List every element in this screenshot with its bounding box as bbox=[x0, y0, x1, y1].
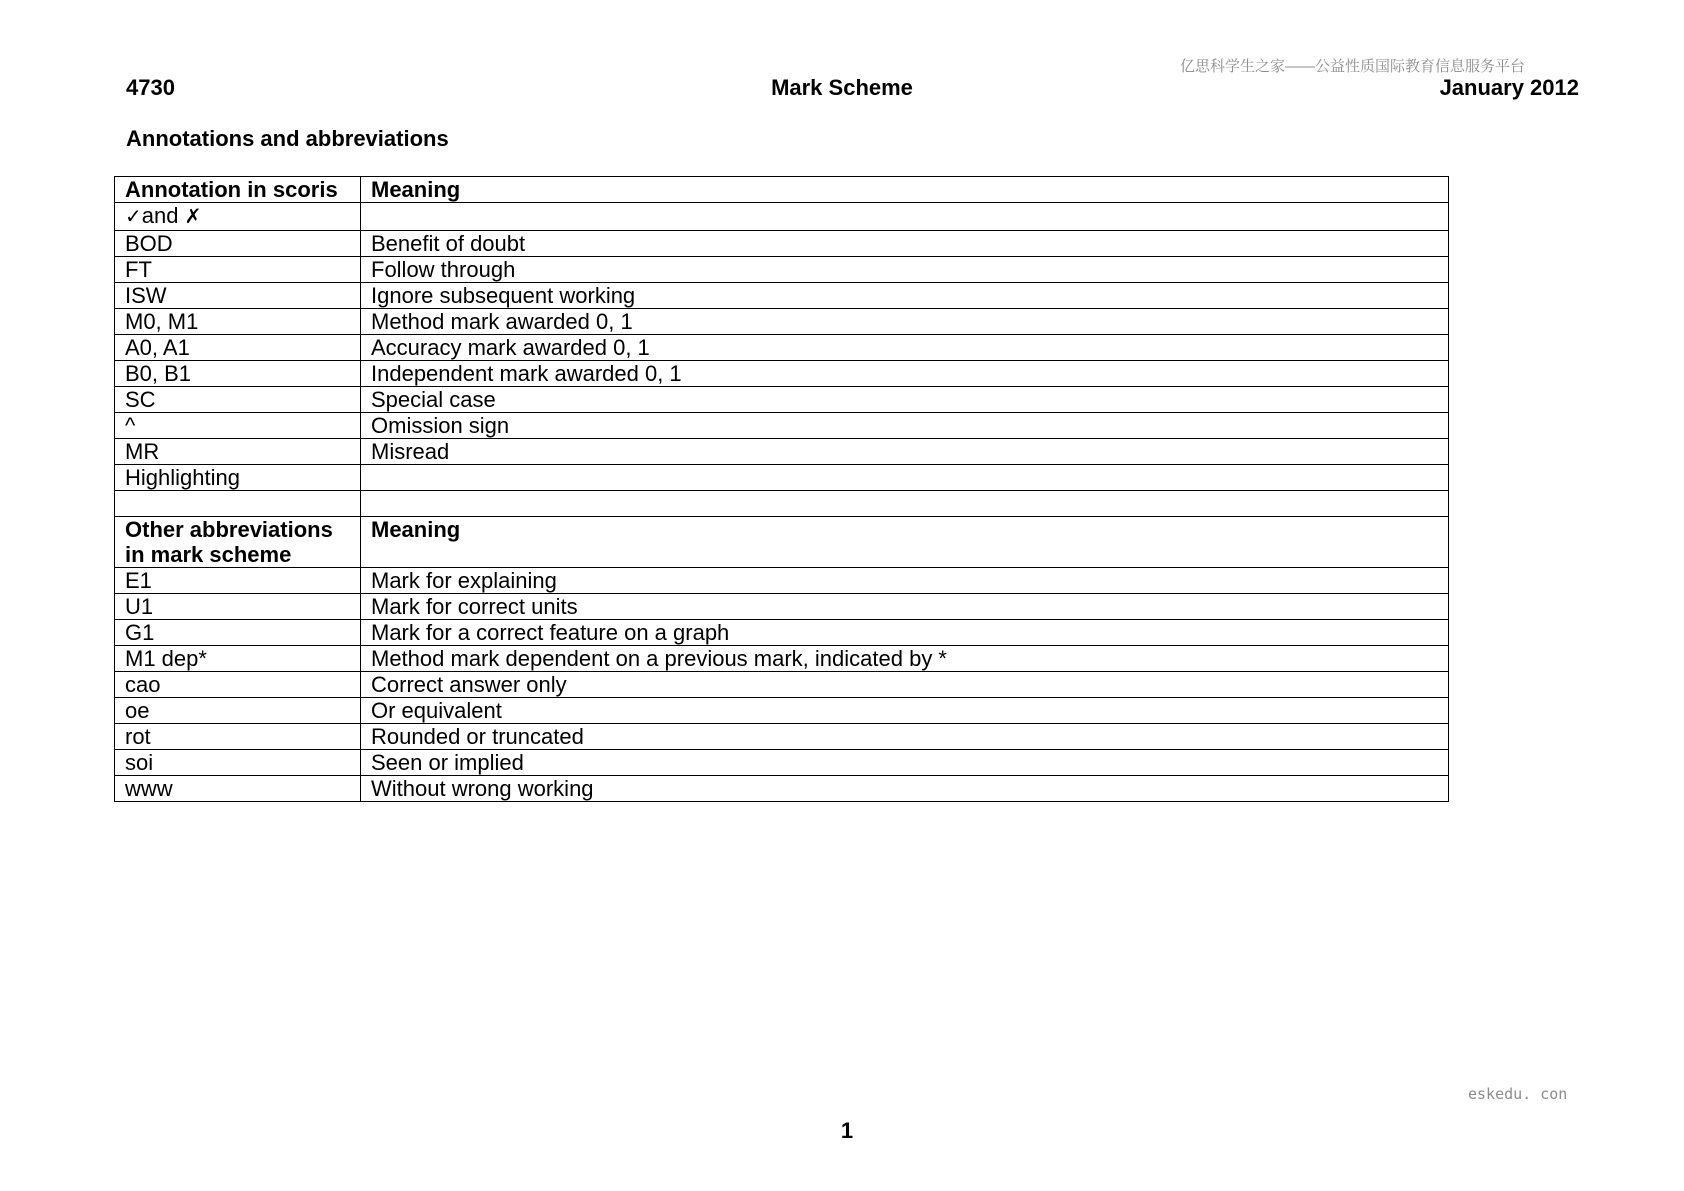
abbreviation-meaning: Seen or implied bbox=[361, 750, 1449, 776]
abbreviation-code: M1 dep* bbox=[115, 646, 361, 672]
watermark-bottom-text: eskedu. con bbox=[1468, 1085, 1568, 1103]
abbreviation-code: www bbox=[115, 776, 361, 802]
abbreviation-code: M0, M1 bbox=[115, 309, 361, 335]
table-row bbox=[115, 309, 1449, 335]
other-header-meaning: Meaning bbox=[361, 517, 1449, 568]
abbreviations-table bbox=[114, 176, 1449, 802]
tick-cross-cell bbox=[115, 203, 361, 231]
header-title: Mark Scheme bbox=[771, 75, 913, 100]
tick-icon: ✓ bbox=[125, 206, 142, 228]
table-row bbox=[115, 387, 1449, 413]
abbreviation-meaning: Accuracy mark awarded 0, 1 bbox=[361, 335, 1449, 361]
abbreviation-meaning: Special case bbox=[361, 387, 1449, 413]
abbreviation-meaning: Mark for correct units bbox=[361, 594, 1449, 620]
cross-icon: ✗ bbox=[184, 206, 202, 228]
abbreviation-meaning: Or equivalent bbox=[361, 698, 1449, 724]
abbreviation-meaning: Mark for a correct feature on a graph bbox=[361, 620, 1449, 646]
abbreviation-meaning: Misread bbox=[361, 439, 1449, 465]
abbreviation-meaning: Correct answer only bbox=[361, 672, 1449, 698]
abbreviation-code: FT bbox=[115, 257, 361, 283]
table-row bbox=[115, 776, 1449, 802]
abbreviation-meaning: Mark for explaining bbox=[361, 568, 1449, 594]
table-row bbox=[115, 231, 1449, 257]
table-row bbox=[115, 335, 1449, 361]
tick-cross-meaning bbox=[361, 203, 1449, 231]
abbreviation-meaning: Benefit of doubt bbox=[361, 231, 1449, 257]
abbreviation-code: E1 bbox=[115, 568, 361, 594]
page-number: 1 bbox=[840, 1118, 854, 1143]
abbreviation-code: oe bbox=[115, 698, 361, 724]
table-row bbox=[115, 361, 1449, 387]
table-row bbox=[115, 646, 1449, 672]
abbreviation-meaning: Independent mark awarded 0, 1 bbox=[361, 361, 1449, 387]
tick-cross-and: and bbox=[141, 203, 179, 228]
annotation-header-code: Annotation in scoris bbox=[115, 177, 361, 203]
abbreviation-code: soi bbox=[115, 750, 361, 776]
abbreviation-code: Highlighting bbox=[115, 465, 361, 491]
table-row bbox=[115, 594, 1449, 620]
other-header-row bbox=[115, 517, 1449, 568]
abbreviation-code: ISW bbox=[115, 283, 361, 309]
header-code: 4730 bbox=[126, 75, 175, 100]
abbreviation-meaning: Method mark awarded 0, 1 bbox=[361, 309, 1449, 335]
tick-cross-row bbox=[115, 203, 1449, 231]
abbreviation-code: rot bbox=[115, 724, 361, 750]
abbreviation-code: MR bbox=[115, 439, 361, 465]
abbreviation-code: U1 bbox=[115, 594, 361, 620]
other-header-code: Other abbreviations in mark scheme bbox=[115, 517, 361, 568]
table-row bbox=[115, 465, 1449, 491]
abbreviation-code: B0, B1 bbox=[115, 361, 361, 387]
abbreviation-meaning bbox=[361, 465, 1449, 491]
blank-cell bbox=[361, 491, 1449, 517]
abbreviation-code: BOD bbox=[115, 231, 361, 257]
header-date: January 2012 bbox=[1439, 75, 1579, 100]
blank-row bbox=[115, 491, 1449, 517]
table-row bbox=[115, 620, 1449, 646]
abbreviation-meaning: Rounded or truncated bbox=[361, 724, 1449, 750]
blank-cell bbox=[115, 491, 361, 517]
abbreviation-meaning: Method mark dependent on a previous mark, indicated by * bbox=[361, 646, 1449, 672]
abbreviation-code: SC bbox=[115, 387, 361, 413]
table-row bbox=[115, 724, 1449, 750]
abbreviation-meaning: Follow through bbox=[361, 257, 1449, 283]
abbreviation-meaning: Without wrong working bbox=[361, 776, 1449, 802]
abbreviation-code: G1 bbox=[115, 620, 361, 646]
abbreviation-meaning: Ignore subsequent working bbox=[361, 283, 1449, 309]
abbreviation-code: cao bbox=[115, 672, 361, 698]
annotation-header-row bbox=[115, 177, 1449, 203]
table-row bbox=[115, 672, 1449, 698]
section-title: Annotations and abbreviations bbox=[126, 126, 449, 151]
table-row bbox=[115, 439, 1449, 465]
abbreviation-code: A0, A1 bbox=[115, 335, 361, 361]
table-row bbox=[115, 698, 1449, 724]
table-row bbox=[115, 413, 1449, 439]
table-row bbox=[115, 568, 1449, 594]
table-row bbox=[115, 750, 1449, 776]
table-row bbox=[115, 283, 1449, 309]
annotation-header-meaning: Meaning bbox=[361, 177, 1449, 203]
abbreviation-code: ^ bbox=[115, 413, 361, 439]
abbreviation-meaning: Omission sign bbox=[361, 413, 1449, 439]
watermark-top-text: 亿思科学生之家——公益性质国际教育信息服务平台 bbox=[1180, 58, 1526, 75]
table-row bbox=[115, 257, 1449, 283]
